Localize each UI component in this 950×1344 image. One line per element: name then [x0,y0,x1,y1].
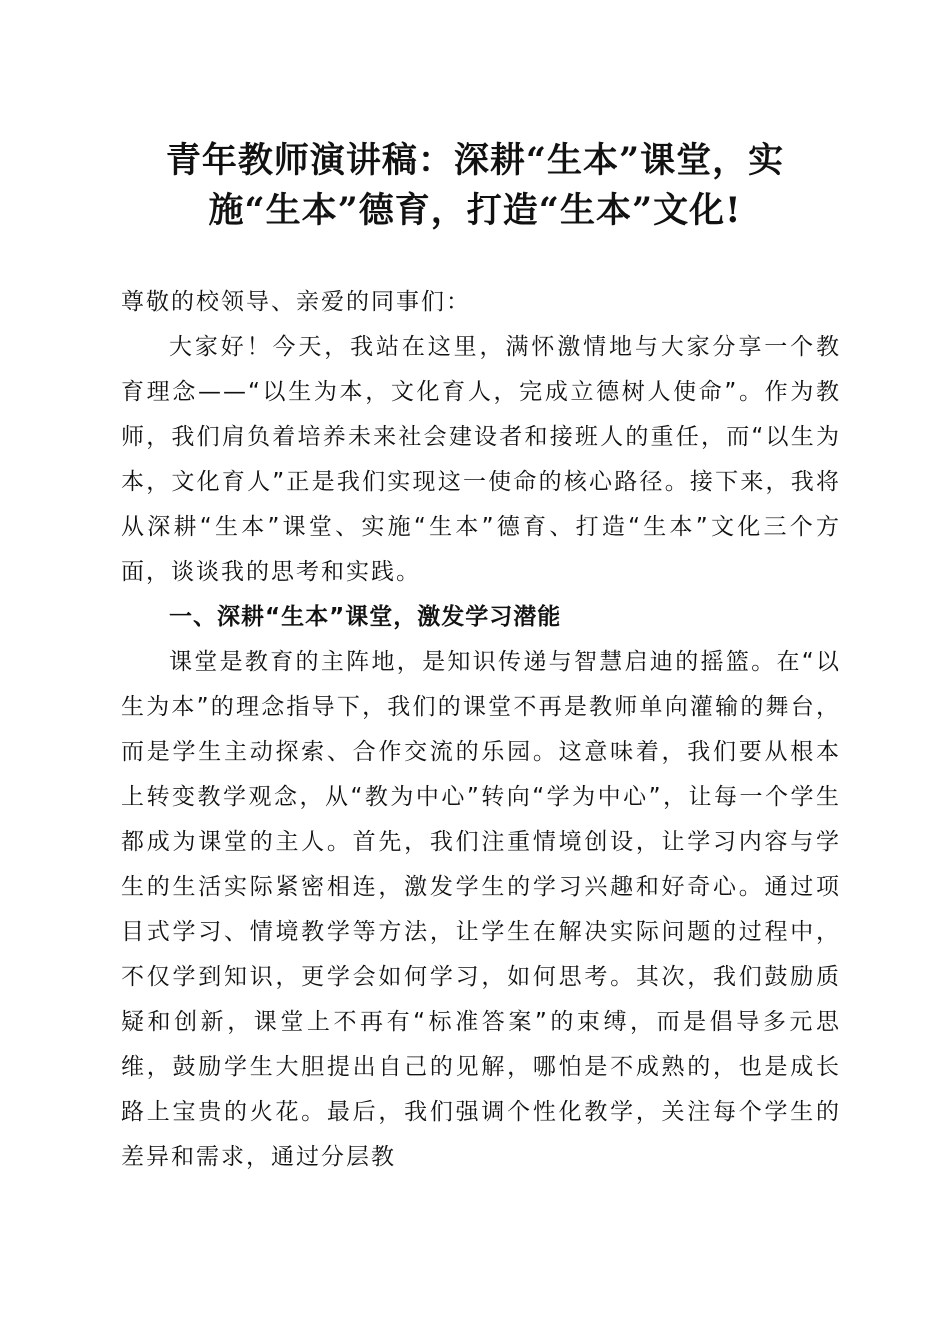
intro-paragraph: 大家好！今天，我站在这里，满怀激情地与大家分享一个教育理念——“以生为本，文化育人，完成立德树人使命”。作为教师，我们肩负着培养未来社会建设者和接班人的重任，而“以生为本，文化育人”正是我们实现这一使命的核心路径。接下来，我将从深耕“生本”课堂、实施“生本”德育、打造“生本”文化三个方面，谈谈我的思考和实践。 [121,334,841,585]
section-paragraph: 课堂是教育的主阵地，是知识传递与智慧启迪的摇篮。在“以生为本”的理念指导下，我们的课堂不再是教师单向灌输的舞台，而是学生主动探索、合作交流的乐园。这意味着，我们要从根本上转变教学观念，从“教为中心”转向“学为中心”，让每一个学生都成为课堂的主人。首先，我们注重情境创设，让学习内容与学生的生活实际紧密相连，激发学生的学习兴趣和好奇心。通过项目式学习、情境教学等方法，让学生在解决实际问题的过程中，不仅学到知识，更学会如何学习，如何思考。其次，我们鼓励质疑和创新，课堂上不再有“标准答案”的束缚，而是倡导多元思维，鼓励学生大胆提出自己的见解，哪怕是不成熟的，也是成长路上宝贵的火花。最后，我们强调个性化教学，关注每个学生的差异和需求，通过分层教 [121,649,841,1170]
title-line-2: 施“生本”德育，打造“生本”文化! [208,190,742,231]
document-body [121,280,841,1180]
salutation: 尊敬的校领导、亲爱的同事们： [121,289,471,315]
document-title [120,136,830,236]
section-heading: 一、深耕“生本”课堂，激发学习潜能 [169,604,562,630]
title-line-1: 青年教师演讲稿：深耕“生本”课堂，实 [165,140,785,181]
